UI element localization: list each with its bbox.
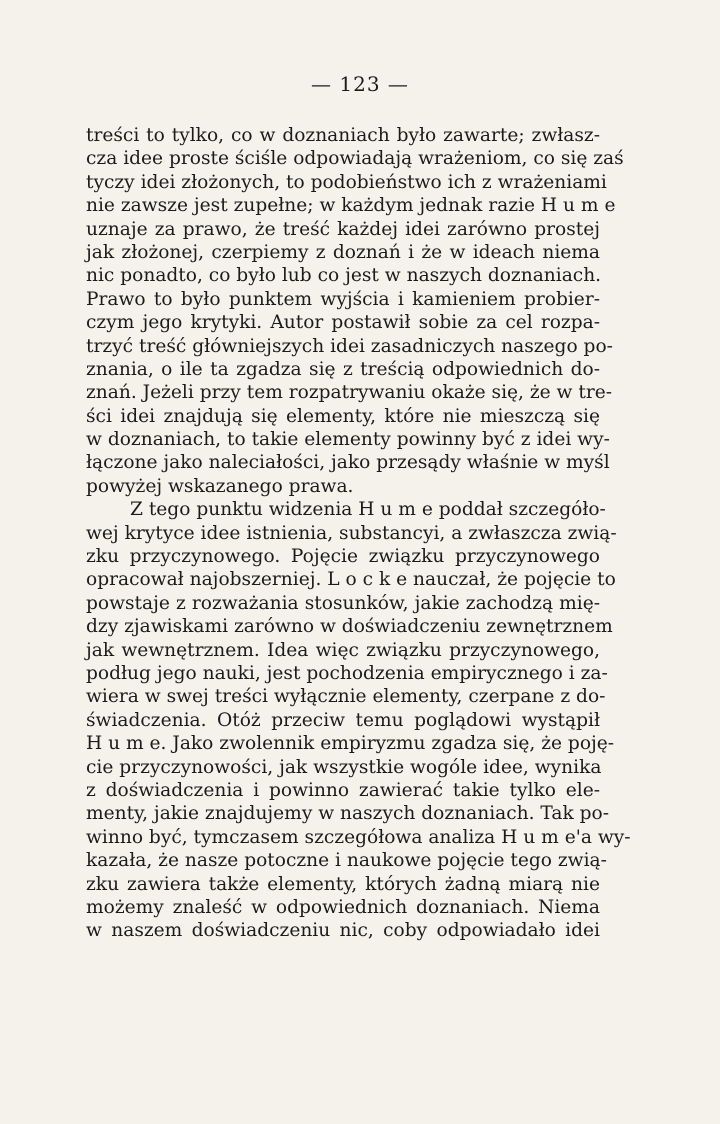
text-line: dzy zjawiskami zarówno w doświadczeniu zewnętrznem	[86, 616, 613, 638]
text-line: jak złożonej, czerpiemy z doznań i że w ideach niema	[86, 241, 600, 263]
text-line: powyżej wskazanego prawa.	[86, 475, 354, 497]
text-line: tyczy idei złożonych, to podobieństwo ich z wrażeniami	[86, 171, 607, 193]
body-text	[86, 124, 631, 943]
paragraph	[86, 498, 631, 942]
text-line: zku zawiera także elementy, których żadną miarą nie	[86, 873, 600, 895]
text-line: jak wewnętrznem. Idea więc związku przyczynowego,	[86, 639, 600, 661]
text-line: zku przyczynowego. Pojęcie związku przyczynowego	[86, 546, 600, 568]
text-line: H u m e. Jako zwolennik empiryzmu zgadza się, że poję-	[86, 733, 615, 755]
text-line: z doświadczenia i powinno zawierać takie tylko ele-	[86, 779, 600, 801]
text-line: cza idee proste ściśle odpowiadają wrażeniom, co się zaś	[86, 148, 624, 170]
text-line: ści idei znajdują się elementy, które nie mieszczą się	[86, 405, 600, 427]
text-line: powstaje z rozważania stosunków, jakie zachodzą mię-	[86, 592, 600, 614]
text-line: nic ponadto, co było lub co jest w naszych doznaniach.	[86, 265, 602, 287]
text-line: kazała, że nasze potoczne i naukowe pojęcie tego zwią-	[86, 850, 607, 872]
text-line: czym jego krytyki. Autor postawił sobie za cel rozpa-	[86, 312, 600, 334]
text-line: Z tego punktu widzenia H u m e poddał szczegóło-	[130, 499, 606, 521]
text-line: winno być, tymczasem szczegółowa analiza H u m e'a wy-	[86, 826, 631, 848]
text-line: Prawo to było punktem wyjścia i kamieniem probier-	[86, 288, 600, 310]
text-line: możemy znaleść w odpowiednich doznaniach. Niema	[86, 896, 600, 918]
text-line: znań. Jeżeli przy tem rozpatrywaniu okaże się, że w tre-	[86, 382, 613, 404]
text-line: treści to tylko, co w doznaniach było zawarte; zwłasz-	[86, 125, 600, 146]
text-line: wej krytyce idee istnienia, substancyi, a zwłaszcza zwią-	[86, 522, 617, 544]
page-number-header: — 123 —	[311, 72, 409, 96]
text-line: świadczenia. Otóż przeciw temu poglądowi wystąpił	[86, 709, 600, 731]
text-line: cie przyczynowości, jak wszystkie wogóle idee, wynika	[86, 756, 602, 778]
text-line: nie zawsze jest zupełne; w każdym jednak razie H u m e	[86, 195, 616, 217]
text-line: menty, jakie znajdujemy w naszych doznaniach. Tak po-	[86, 803, 610, 825]
text-line: opracował najobszerniej. L o c k e nauczał, że pojęcie to	[86, 569, 616, 591]
paragraph	[86, 124, 624, 498]
text-line: w naszem doświadczeniu nic, coby odpowiadało idei	[86, 920, 600, 942]
text-line: znania, o ile ta zgadza się z treścią odpowiednich do-	[86, 358, 600, 380]
text-line: wiera w swej treści wyłącznie elementy, czerpane z do-	[86, 686, 606, 708]
text-line: trzyć treść główniejszych idei zasadniczych naszego po-	[86, 335, 613, 357]
text-line: podług jego nauki, jest pochodzenia empirycznego i za-	[86, 662, 608, 684]
text-line: łączone jako naleciałości, jako przesądy właśnie w myśl	[86, 452, 610, 474]
text-line: uznaje za prawo, że treść każdej idei zarówno prostej	[86, 218, 600, 240]
text-line: w doznaniach, to takie elementy powinny być z idei wy-	[86, 429, 610, 451]
